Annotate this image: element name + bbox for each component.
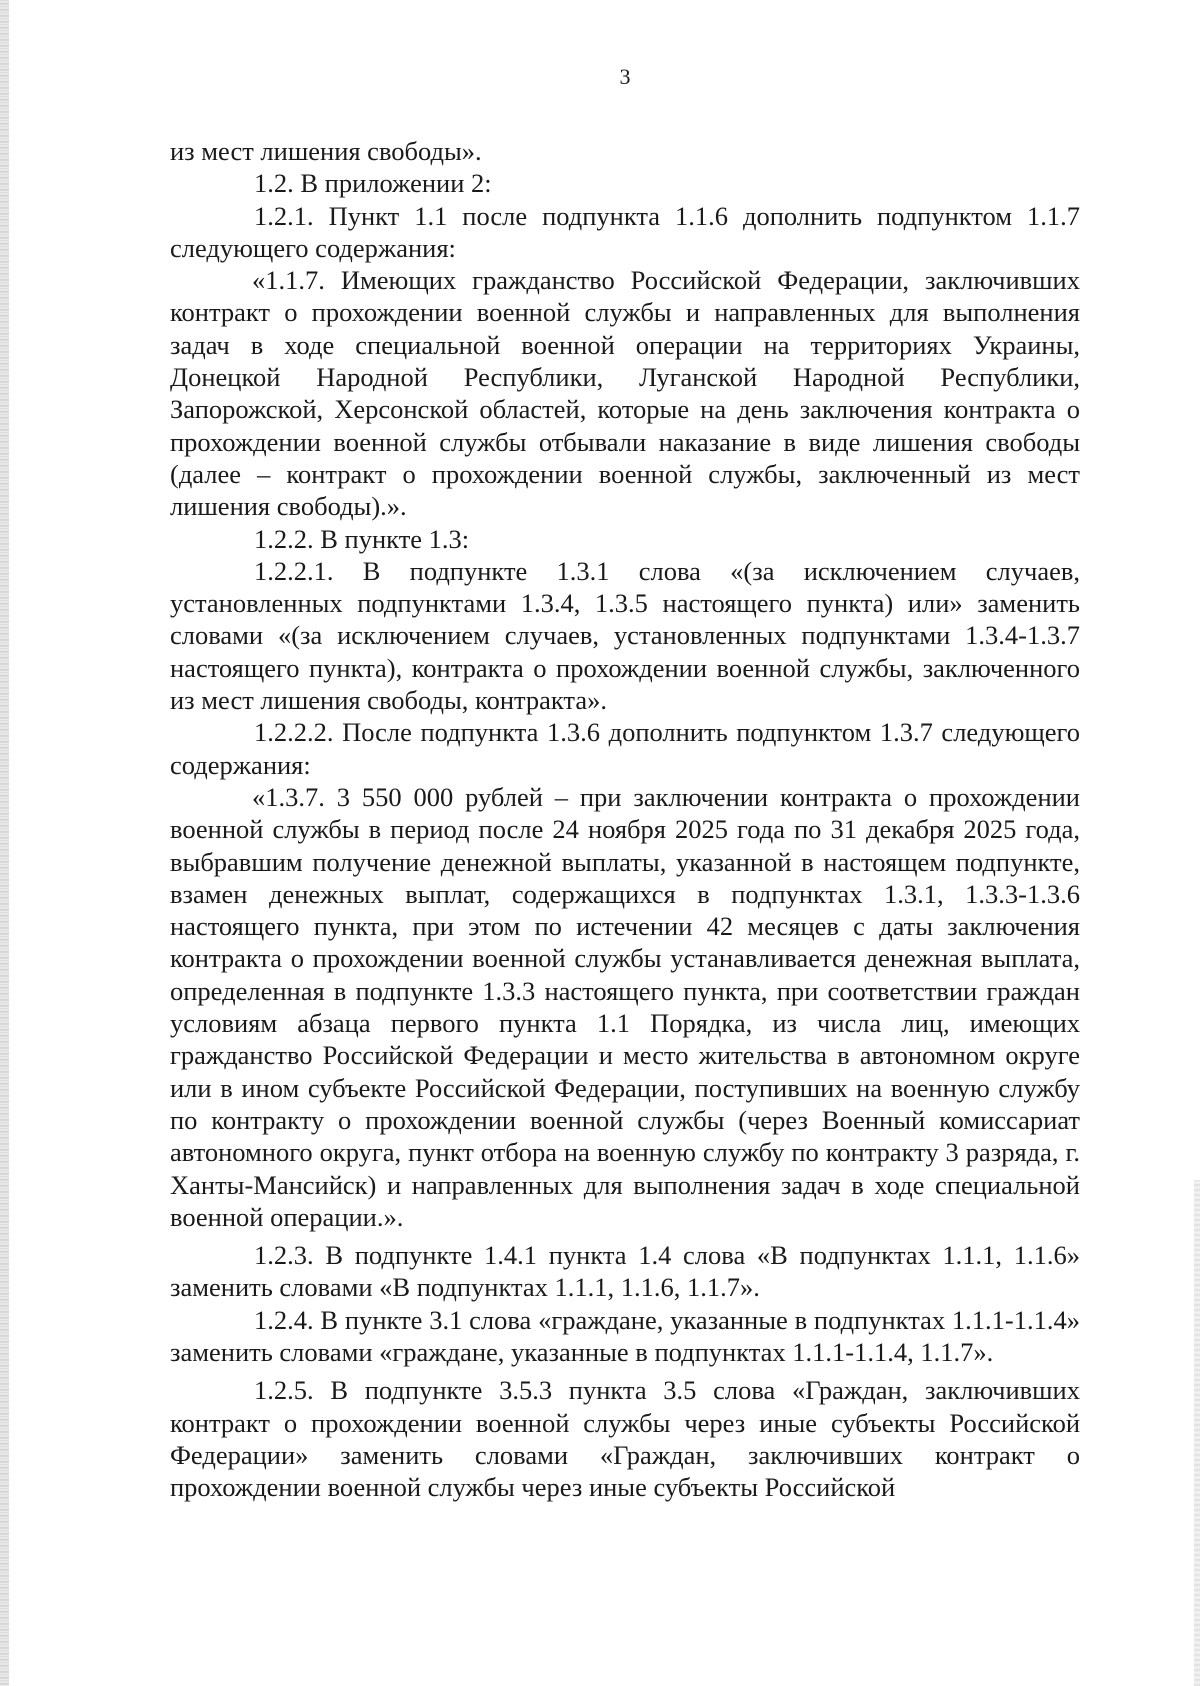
scan-edge-right <box>1194 1180 1200 1686</box>
paragraph-1-2: 1.2. В приложении 2: <box>254 168 492 199</box>
paragraph-1-2-2: 1.2.2. В пункте 1.3: <box>254 523 470 554</box>
paragraph-continuation: из мест лишения свободы». <box>170 136 482 166</box>
quote-1-1-7: «1.1.7. Имеющих гражданство Российской Федерации, заключивших контракт о прохождении военной службы и направленных для выполнения задач в ходе специальной военной операции на территориях Украины, Донецкой Народной Республики, Луганской Народной Республики, Запорожской, Херсонской областей, которые на день заключения контракта о прохождении военной службы отбывали наказание в виде лишения свободы (далее – контракт о прохождении военной службы, заключенный из мест лишения свободы).». <box>170 265 1080 522</box>
paragraph-1-2-2-2: 1.2.2.2. После подпункта 1.3.6 дополнить подпунктом 1.3.7 следующего содержания: <box>170 717 1080 780</box>
paragraph-1-2-3: 1.2.3. В подпункте 1.4.1 пункта 1.4 слова «В подпунктах 1.1.1, 1.1.6» заменить словами «В подпунктах 1.1.1, 1.1.6, 1.1.7». <box>170 1240 1080 1303</box>
paragraph-1-2-2-1: 1.2.2.1. В подпункте 1.3.1 слова «(за исключением случаев, установленных подпунктами 1.3.4, 1.3.5 настоящего пункта) или» заменить словами «(за исключением случаев, установленных подпунктами 1.3.4-1.3.7 настоящего пункта), контракта о прохождении военной службы, заключенного из мест лишения свободы, контракта». <box>170 555 1080 716</box>
page-number: 3 <box>619 64 631 89</box>
paragraph-1-2-1: 1.2.1. Пункт 1.1 после подпункта 1.1.6 дополнить подпунктом 1.1.7 следующего содержания: <box>170 200 1080 263</box>
scan-edge-left <box>0 0 9 1686</box>
document-body <box>170 135 1080 1503</box>
quote-1-3-7: «1.3.7. 3 550 000 рублей – при заключении контракта о прохождении военной службы в период после 24 ноября 2025 года по 31 декабря 2025 года, выбравшим получение денежной выплаты, указанной в настоящем подпункте, взамен денежных выплат, содержащихся в подпунктах 1.3.1, 1.3.3-1.3.6 настоящего пункта, при этом по истечении 42 месяцев с даты заключения контракта о прохождении военной службы устанавливается денежная выплата, определенная в подпункте 1.3.3 настоящего пункта, при соответствии граждан условиям абзаца первого пункта 1.1 Порядка, из числа лиц, имеющих гражданство Российской Федерации и место жительства в автономном округе или в ином субъекте Российской Федерации, поступивших на военную службу по контракту о прохождении военной службы (через Военный комиссариат автономного округа, пункт отбора на военную службу по контракту 3 разряда, г. Ханты-Мансийск) и направленных для выполнения задач в ходе специальной военной операции.». <box>170 781 1080 1232</box>
paragraph-1-2-4: 1.2.4. В пункте 3.1 слова «граждане, указанные в подпунктах 1.1.1-1.1.4» заменить словами «граждане, указанные в подпунктах 1.1.1-1.1.4, 1.1.7». <box>170 1304 1080 1367</box>
paragraph-1-2-5: 1.2.5. В подпункте 3.5.3 пункта 3.5 слова «Граждан, заключивших контракт о прохождении военной службы через иные субъекты Российской Федерации» заменить словами «Граждан, заключивших контракт о прохождении военной службы через иные субъекты Российской <box>170 1375 1080 1503</box>
